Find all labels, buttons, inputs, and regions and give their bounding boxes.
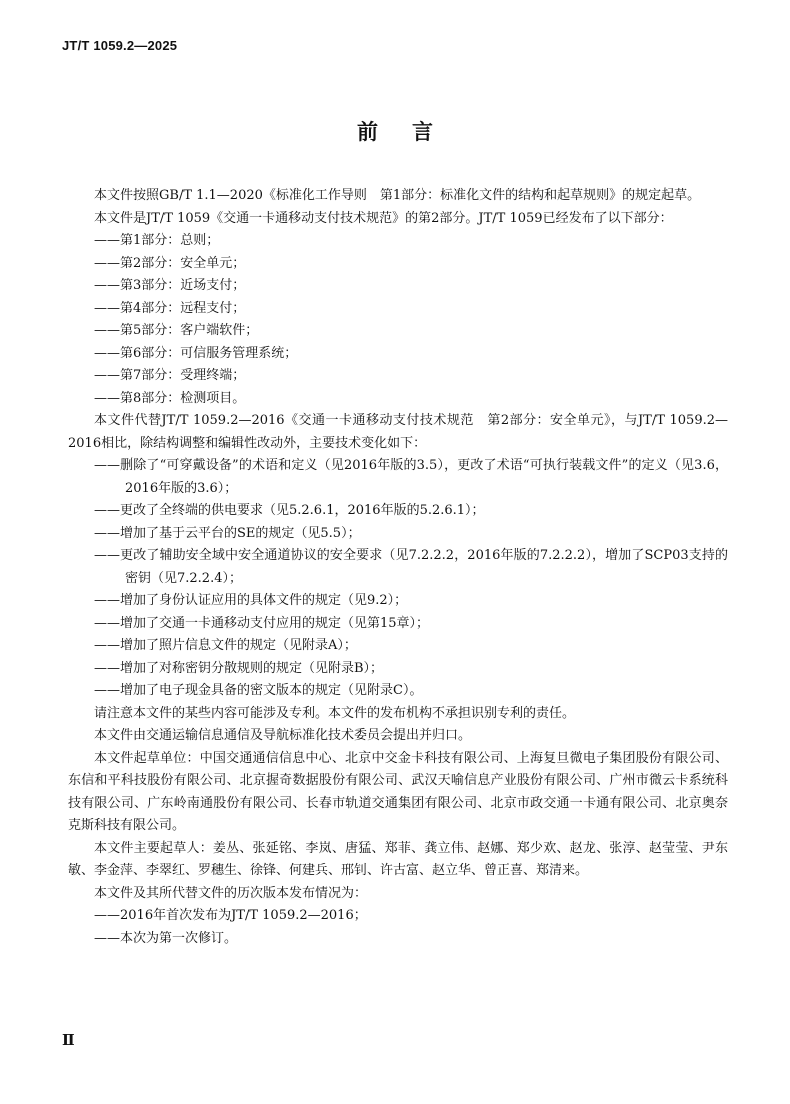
paragraph-drafting-rules: 本文件按照GB/T 1.1—2020《标准化工作导则 第1部分：标准化文件的结构和起草规则》的规定起草。 — [94, 188, 701, 203]
paragraph-replacement: 本文件代替JT/T 1059.2—2016《交通一卡通移动支付技术规范 第2部分：安全单元》，与JT/T 1059.2—2016相比，除结构调整和编辑性改动外，主要技术变化如下： — [68, 413, 728, 451]
list-item-change: ——增加了身份认证应用的具体文件的规定（见9.2）； — [94, 593, 408, 608]
list-item-part: ——第5部分：客户端软件； — [94, 323, 259, 338]
list-item-part: ——第6部分：可信服务管理系统； — [94, 345, 298, 361]
list-item-change: ——增加了基于云平台的SE的规定（见5.5）； — [94, 525, 361, 541]
list-item-change: ——删除了“可穿戴设备”的术语和定义（见2016年版的3.5），更改了术语“可执行装载文件”的定义（见3.6，2016年版的3.6）； — [94, 458, 728, 496]
foreword-body — [68, 185, 728, 950]
list-item-change: ——增加了交通一卡通移动支付应用的规定（见第15章）； — [94, 615, 430, 631]
paragraph-committee: 本文件由交通运输信息通信及导航标准化技术委员会提出并归口。 — [94, 728, 472, 743]
list-item-part: ——第1部分：总则； — [94, 233, 220, 248]
paragraph-history-intro: 本文件及其所代替文件的历次版本发布情况为： — [94, 885, 368, 901]
list-item-part: ——第2部分：安全单元； — [94, 255, 246, 271]
paragraph-patent-notice: 请注意本文件的某些内容可能涉及专利。本文件的发布机构不承担识别专利的责任。 — [94, 705, 576, 721]
list-item-part: ——第4部分：远程支付； — [94, 300, 246, 316]
page-number: Ⅱ — [62, 1031, 75, 1049]
list-item-part: ——第7部分：受理终端； — [94, 368, 246, 383]
list-item-change: ——增加了照片信息文件的规定（见附录A）； — [94, 638, 357, 653]
list-item-history: ——2016年首次发布为JT/T 1059.2—2016； — [94, 908, 367, 923]
list-item-change: ——更改了辅助安全域中安全通道协议的安全要求（见7.2.2.2，2016年版的7.2.2.2），增加了SCP03支持的密钥（见7.2.2.4）； — [94, 548, 728, 586]
list-item-part: ——第3部分：近场支付； — [94, 278, 246, 293]
paragraph-series-intro: 本文件是JT/T 1059《交通一卡通移动支付技术规范》的第2部分。JT/T 1059已经发布了以下部分： — [94, 210, 673, 226]
list-item-change: ——增加了对称密钥分散规则的规定（见附录B）； — [94, 660, 384, 676]
list-item-change: ——增加了电子现金具备的密文版本的规定（见附录C）。 — [94, 683, 423, 698]
document-number: JT/T 1059.2—2025 — [62, 38, 178, 53]
paragraph-drafting-units: 本文件起草单位：中国交通通信信息中心、北京中交金卡科技有限公司、上海复旦微电子集团股份有限公司、东信和平科技股份有限公司、北京握奇数据股份有限公司、武汉天喻信息产业股份有限公司、广州市微云卡系统科技有限公司、广东岭南通股份有限公司、长春市轨道交通集团有限公司、北京市政交通一卡通有限公司、北京奥奈克斯科技有限公司。 — [68, 750, 728, 833]
paragraph-drafters: 本文件主要起草人：姜丛、张延铭、李岚、唐猛、郑菲、龚立伟、赵娜、郑少欢、赵龙、张淳、赵莹莹、尹东敏、李金萍、李翠红、罗穗生、徐锋、何建兵、邢钊、许古富、赵立华、曾正喜、郑清来。 — [68, 840, 728, 878]
list-item-change: ——更改了全终端的供电要求（见5.2.6.1，2016年版的5.2.6.1）； — [94, 503, 485, 518]
list-item-history: ——本次为第一次修订。 — [94, 930, 238, 946]
list-item-part: ——第8部分：检测项目。 — [94, 390, 246, 406]
page-title: 前言 — [357, 120, 467, 144]
